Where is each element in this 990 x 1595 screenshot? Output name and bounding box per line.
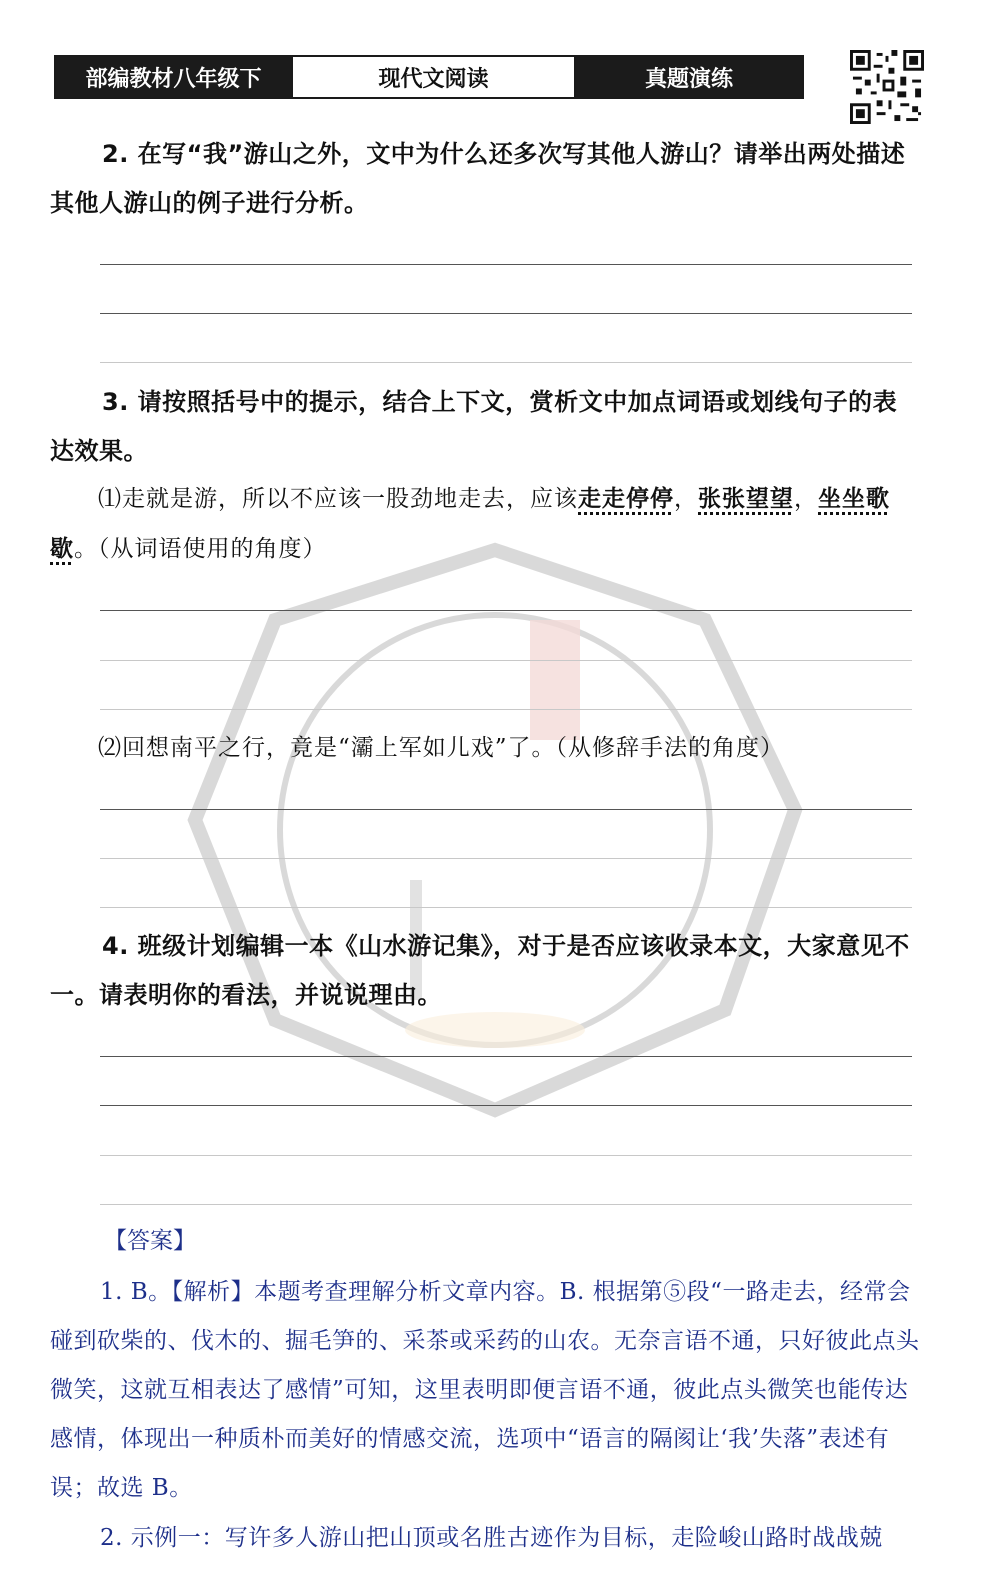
answer-line	[100, 264, 912, 265]
punctuation: ，	[794, 486, 818, 512]
question-4-text: 4. 班级计划编辑一本《山水游记集》，对于是否应该收录本文，大家意见不一。请表明你的看法，并说说理由。	[50, 932, 910, 1009]
question-3-2: ⑵回想南平之行，竟是“灞上军如儿戏”了。（从修辞手法的角度）	[98, 735, 785, 761]
answer-line	[100, 1204, 912, 1205]
dotted-phrase: 坐坐歌	[818, 485, 890, 512]
question-4	[50, 922, 920, 1020]
answer-line	[100, 809, 912, 810]
answer-line	[100, 1105, 912, 1106]
answer-tag: 【答案】	[104, 1228, 196, 1254]
header-bar	[54, 55, 804, 99]
question-2	[50, 130, 920, 228]
punctuation: ，	[674, 486, 698, 512]
answer-line	[100, 660, 912, 661]
header-grade: 部编教材八年级下	[56, 57, 291, 97]
dotted-phrase: 走走停停	[578, 485, 674, 512]
answer-line	[100, 858, 912, 859]
answer-line	[100, 1056, 912, 1057]
answer-line	[100, 313, 912, 314]
header-practice: 真题演练	[576, 57, 802, 97]
answer-line	[100, 610, 912, 611]
qr-code-icon	[850, 50, 924, 124]
answer-line	[100, 362, 912, 363]
watermark-seal	[185, 540, 805, 1120]
answer-line	[100, 709, 912, 710]
answer-line	[100, 907, 912, 908]
question-2-text: 2. 在写“我”游山之外，文中为什么还多次写其他人游山？请举出两处描述其他人游山的例子进行分析。	[50, 140, 906, 217]
dotted-phrase: 张张望望	[698, 485, 794, 512]
question-3-text: 3. 请按照括号中的提示，结合上下文，赏析文中加点词语或划线句子的表达效果。	[50, 388, 898, 465]
answer-line	[100, 1155, 912, 1156]
question-3-1-hint: 。（从词语使用的角度）	[74, 536, 327, 562]
question-3-1-text: ⑴走就是游，所以不应该一股劲地走去，应该	[98, 486, 578, 512]
dotted-phrase: 歇	[50, 535, 74, 562]
answer-2: 2. 示例一：写许多人游山把山顶或名胜古迹作为目标，走险峻山路时战战兢	[100, 1525, 883, 1551]
answer-1: 1. B。【解析】本题考查理解分析文章内容。B. 根据第⑤段“一路走去，经常会碰到砍柴的、伐木的、掘毛笋的、采茶或采药的山农。无奈言语不通，只好彼此点头微笑，这就互相表达了感情”可知，这里表明即便言语不通，彼此点头微笑也能传达感情，体现出一种质朴而美好的情感交流，选项中“语言的隔阂让‘我’失落”表述有误；故选 B。	[50, 1279, 920, 1501]
question-3	[50, 378, 920, 476]
header-section: 现代文阅读	[291, 57, 576, 97]
question-3-1	[50, 474, 930, 574]
